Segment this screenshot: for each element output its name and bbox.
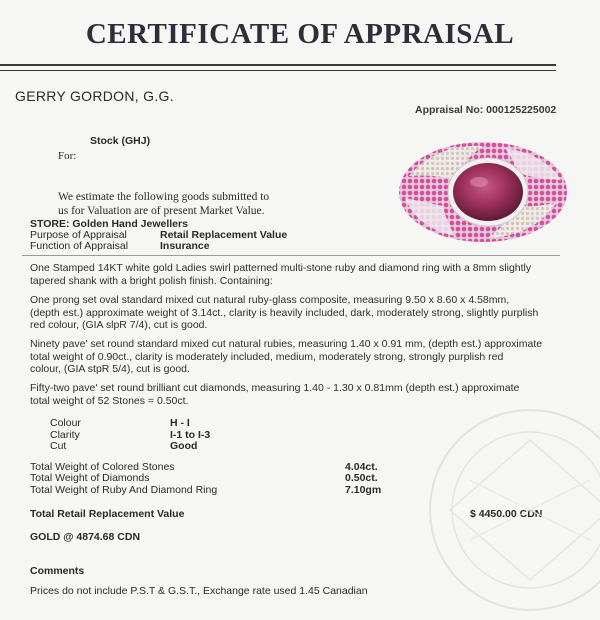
colour-value: H - I [170, 417, 190, 429]
clarity-value: I-1 to I-3 [170, 429, 211, 441]
store-label: STORE: Golden Hand Jewellers [30, 218, 188, 230]
description-line: Fifty-two pave' set round brilliant cut diamonds, measuring 1.40 - 1.30 x 0.81mm (depth est.) approximate [30, 382, 520, 394]
total-diamonds-value: 0.50ct. [345, 472, 378, 484]
ring-photo [395, 136, 570, 244]
page-title: CERTIFICATE OF APPRAISAL [85, 18, 515, 50]
purpose-label: Purpose of Appraisal [30, 229, 127, 241]
description-line: total weight of 0.90ct., clarity is moderately included, medium, moderately strong, strongly purplish red [30, 350, 504, 363]
appraiser-name: GERRY GORDON, G.G. [15, 88, 174, 104]
clarity-label: Clarity [50, 429, 80, 441]
watermark-seal [420, 400, 600, 620]
colour-label: Colour [50, 417, 81, 429]
title-rule-top [0, 64, 556, 66]
total-ring-label: Total Weight of Ruby And Diamond Ring [30, 484, 218, 496]
appraisal-number: Appraisal No: 000125225002 [415, 104, 557, 116]
description-line: One Stamped 14KT white gold Ladies swirl patterned multi-stone ruby and diamond ring with a 8mm slightly [30, 262, 532, 274]
total-diamonds-label: Total Weight of Diamonds [30, 472, 150, 484]
comments-text: Prices do not include P.S.T & G.S.T., Exchange rate used 1.45 Canadian [30, 585, 368, 597]
total-colored-label: Total Weight of Colored Stones [30, 461, 175, 473]
cut-label: Cut [50, 440, 67, 452]
ruby-center-stone [453, 163, 523, 221]
description-paragraph-3 [30, 338, 542, 376]
description-line: One prong set oval standard mixed cut natural ruby-glass composite, measuring 9.50 x 8.60 x 4.58mm, [30, 294, 510, 306]
description-line: (depth est.) approximate weight of 3.14ct., clarity is heavily included, dark, moderately strong, slightly purplish [30, 306, 539, 319]
description-paragraph-2 [30, 294, 538, 332]
purpose-value: Retail Replacement Value [160, 229, 288, 241]
intro-line-1: We estimate the following goods submitted to [58, 191, 270, 203]
retail-value-amount: $ 4450.00 CDN [470, 508, 543, 520]
description-line: red colour, (GIA slpR 7/4), cut is good. [30, 319, 208, 331]
description-line: Ninety pave' set round standard mixed cut natural rubies, measuring 1.40 x 0.91 mm, (depth est.) approximate [30, 338, 543, 350]
description-line: colour, (GIA stpR 5/4), cut is good. [30, 363, 190, 375]
stock-label: Stock (GHJ) [90, 135, 151, 147]
comments-heading: Comments [30, 565, 85, 577]
cut-value: Good [170, 440, 198, 452]
intro-line-2: us for Valuation are of present Market Value. [58, 205, 265, 217]
function-value: Insurance [160, 240, 210, 252]
gold-price: GOLD @ 4874.68 CDN [30, 531, 141, 543]
section-divider [22, 255, 560, 256]
function-label: Function of Appraisal [30, 240, 129, 252]
description-line: total weight of 52 Stones = 0.50ct. [30, 394, 189, 407]
total-ring-value: 7.10gm [345, 484, 382, 496]
total-colored-value: 4.04ct. [345, 461, 378, 473]
ruby-highlight [470, 177, 488, 187]
for-label: For: [58, 150, 77, 162]
description-line: tapered shank with a bright polish finish. Containing: [30, 274, 273, 287]
retail-value-label: Total Retail Replacement Value [30, 508, 185, 520]
title-rule-bottom [0, 70, 556, 71]
description-paragraph-1 [30, 262, 531, 287]
